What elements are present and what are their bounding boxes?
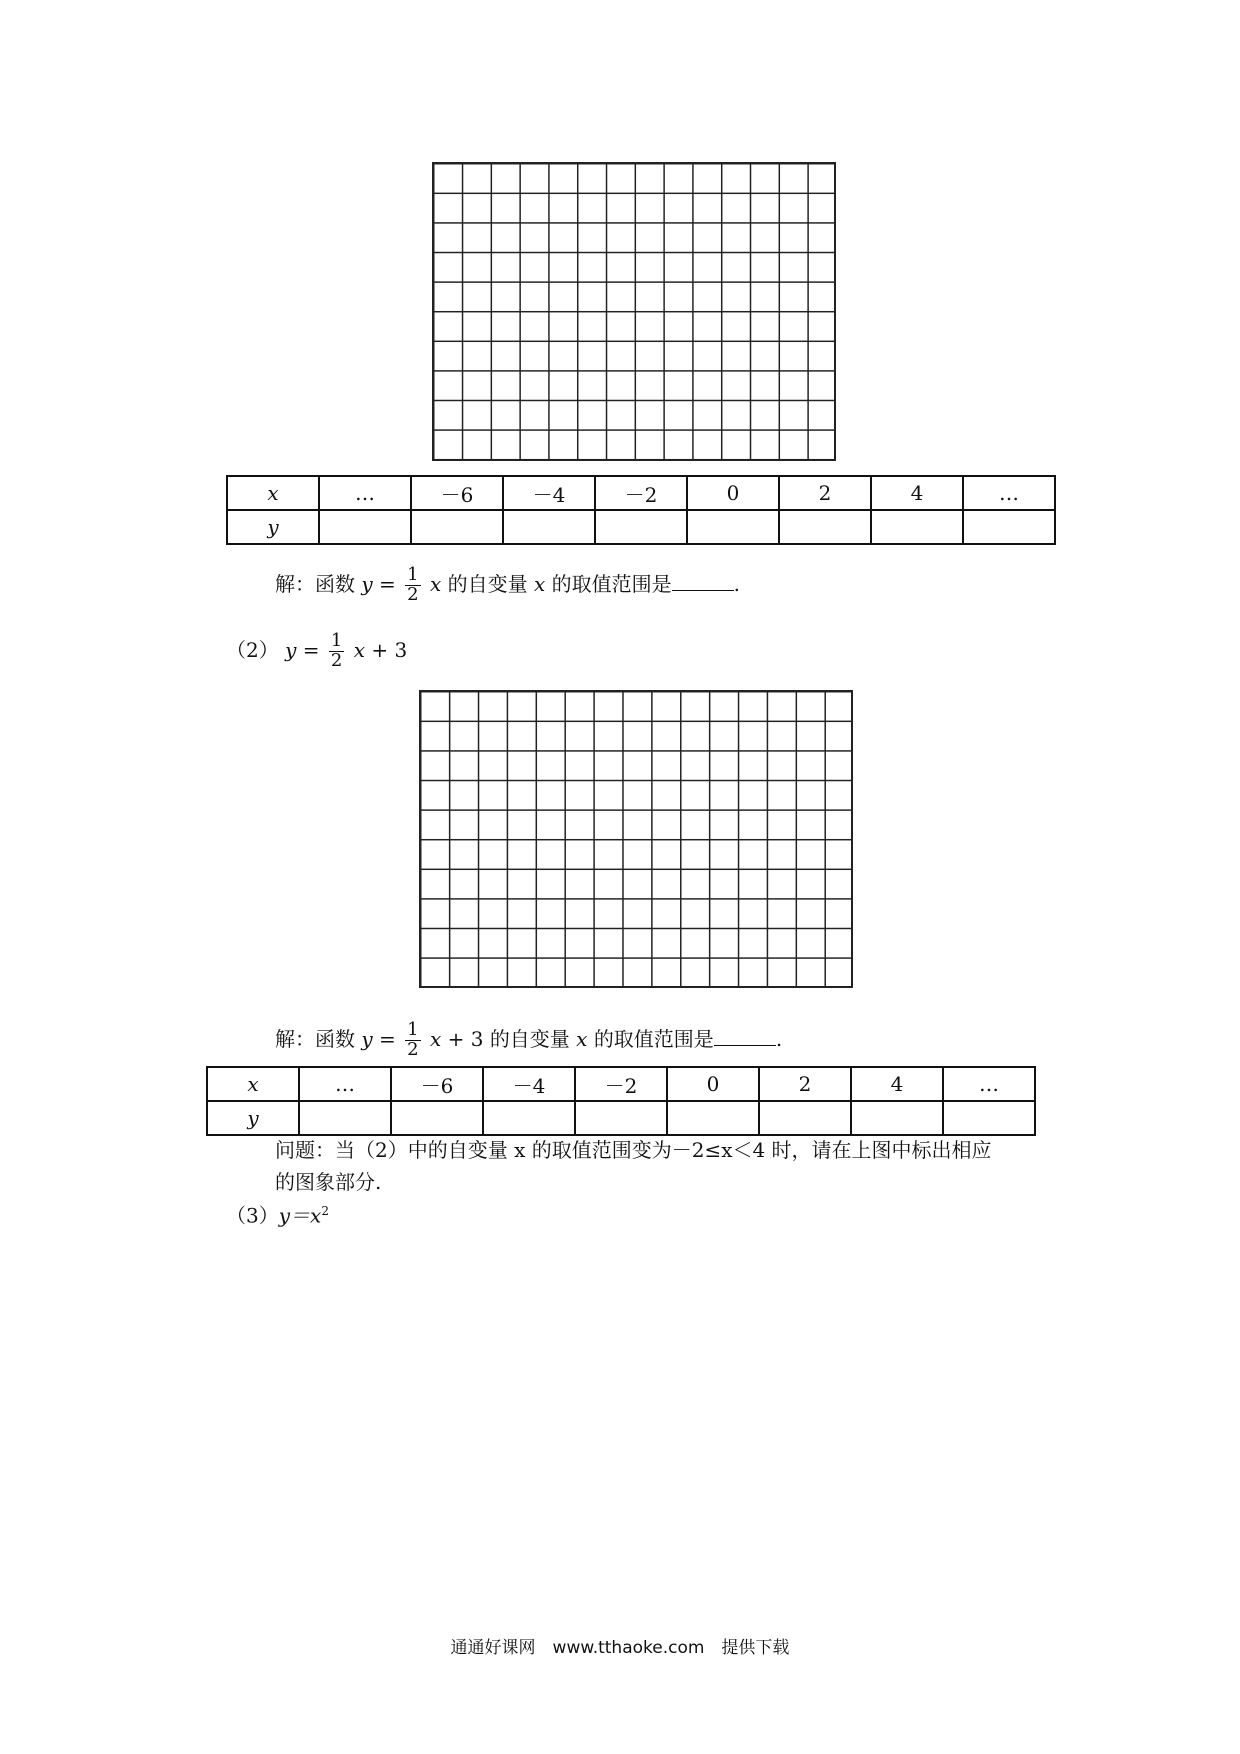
value-table-2 (206, 1066, 1036, 1136)
x-cell: … (943, 1067, 1035, 1101)
x-cell: －2 (595, 476, 687, 510)
math-y: y (361, 571, 373, 596)
coordinate-grid-2 (419, 690, 853, 988)
y-cell (851, 1101, 943, 1135)
x-cell: 0 (687, 476, 779, 510)
y-cell (319, 510, 411, 544)
y-cell (575, 1101, 667, 1135)
math-tail: + 3 (447, 1026, 484, 1051)
period: . (775, 1026, 783, 1051)
y-cell (483, 1101, 575, 1135)
x-cell: 4 (871, 476, 963, 510)
math-var: x (576, 1026, 588, 1051)
math-x: x (353, 637, 365, 662)
math-eq: = (379, 571, 396, 596)
question-line-2: 的图象部分. (275, 1170, 382, 1194)
x-cell: －6 (391, 1067, 483, 1101)
y-cell (503, 510, 595, 544)
fraction-denominator: 2 (330, 649, 343, 671)
solution-middle: 的自变量 (447, 571, 528, 596)
x-cell: 4 (851, 1067, 943, 1101)
item-label: （2） (226, 637, 279, 662)
item-2-heading (226, 632, 407, 671)
y-row (227, 510, 1055, 544)
y-cell (667, 1101, 759, 1135)
solution-suffix: 的取值范围是 (551, 571, 672, 596)
math-y: y (285, 637, 297, 662)
fraction-numerator: 1 (407, 564, 419, 585)
y-cell (943, 1101, 1035, 1135)
solution-prefix: 解：函数 (275, 1026, 355, 1051)
x-cell: 0 (667, 1067, 759, 1101)
x-row (207, 1067, 1035, 1101)
x-cell: … (963, 476, 1055, 510)
y-cell (687, 510, 779, 544)
x-header-cell: x (227, 476, 319, 510)
solution-middle: 的自变量 (489, 1026, 570, 1051)
answer-blank[interactable] (714, 1027, 776, 1046)
question-line-1: 问题：当（2）中的自变量 x 的取值范围变为－2≤x＜4 时，请在上图中标出相应 (275, 1138, 992, 1162)
y-row (207, 1101, 1035, 1135)
x-cell: －2 (575, 1067, 667, 1101)
fraction (329, 632, 344, 671)
x-cell: －4 (483, 1067, 575, 1101)
y-cell (963, 510, 1055, 544)
math-x: x (429, 1026, 442, 1051)
math-var: x (533, 571, 546, 596)
y-cell (299, 1101, 391, 1135)
y-cell (779, 510, 871, 544)
x-cell: －4 (503, 476, 595, 510)
fraction (405, 1021, 420, 1060)
fraction-numerator: 1 (330, 630, 343, 651)
period: . (733, 571, 740, 596)
y-header-cell: y (227, 510, 319, 544)
value-table-1 (226, 475, 1056, 545)
y-cell (411, 510, 503, 544)
math-exponent: 2 (321, 1204, 329, 1218)
x-cell: … (299, 1067, 391, 1101)
page-footer: 通通好课网 www.tthaoke.com 提供下载 (450, 1638, 790, 1658)
y-cell (391, 1101, 483, 1135)
x-cell: 2 (759, 1067, 851, 1101)
solution-line-2 (275, 1021, 782, 1060)
fraction-denominator: 2 (407, 583, 419, 605)
x-cell: … (319, 476, 411, 510)
coordinate-grid-1 (432, 162, 836, 461)
y-header-cell: y (207, 1101, 299, 1135)
item-label: （3） (226, 1203, 279, 1228)
x-header-cell: x (207, 1067, 299, 1101)
x-cell: －6 (411, 476, 503, 510)
solution-suffix: 的取值范围是 (593, 1026, 714, 1051)
item-3-heading (226, 1205, 329, 1226)
x-row (227, 476, 1055, 510)
math-tail: + 3 (371, 637, 408, 662)
y-cell (595, 510, 687, 544)
solution-prefix: 解：函数 (275, 571, 355, 596)
answer-blank[interactable] (672, 572, 734, 591)
fraction (405, 566, 420, 605)
y-cell (871, 510, 963, 544)
y-cell (759, 1101, 851, 1135)
math-eq: = (302, 637, 320, 662)
math-expression: y＝x (278, 1203, 322, 1228)
x-cell: 2 (779, 476, 871, 510)
math-eq: = (379, 1026, 396, 1051)
math-x: x (429, 571, 442, 596)
fraction-denominator: 2 (407, 1038, 419, 1060)
fraction-numerator: 1 (407, 1019, 419, 1040)
math-y: y (361, 1026, 373, 1051)
solution-line-1 (275, 566, 740, 605)
